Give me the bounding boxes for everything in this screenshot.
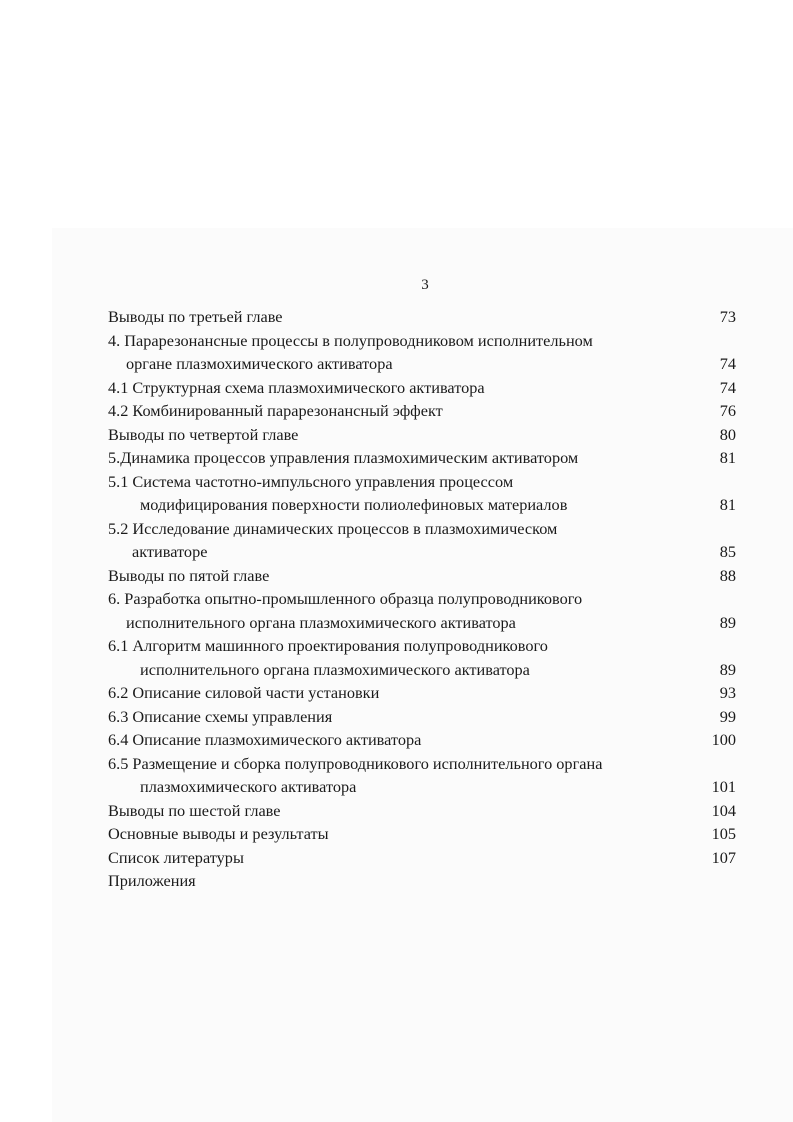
toc-entry-section-4-2	[108, 399, 736, 423]
toc-entry-page: 81	[719, 448, 736, 467]
toc-entry-title-continued: исполнительного органа плазмохимического активатора	[140, 659, 530, 679]
toc-entry-title-continued: модифицирования поверхности полиолефиновых материалов	[140, 495, 568, 514]
toc-entry-page: 101	[711, 777, 736, 796]
toc-entry-title: 6.1 Алгоритм машинного проектирования полупроводникового	[108, 636, 548, 655]
toc-entry-page: 74	[719, 354, 736, 373]
toc-entry-title-continued: активаторе	[132, 542, 208, 561]
toc-entry-conclusions-ch4	[108, 423, 736, 447]
toc-entry-section-6-4	[108, 728, 736, 752]
toc-entry-page: 89	[719, 659, 736, 679]
toc-entry-page: 105	[711, 824, 736, 843]
toc-entry-title: 5.2 Исследование динамических процессов в плазмохимическом	[108, 518, 558, 538]
toc-entry-page: 99	[719, 706, 736, 726]
toc-entry-title: 6.5 Размещение и сборка полупроводникового исполнительного органа	[108, 753, 603, 773]
toc-entry-title-continued: исполнительного органа плазмохимического активатора	[126, 612, 516, 632]
toc-entry-title-continued: органе плазмохимического активатора	[126, 354, 393, 373]
toc-entry-page: 85	[719, 542, 736, 561]
toc-entry-section-6-3	[108, 705, 736, 729]
toc-entry-main-conclusions	[108, 822, 736, 846]
toc-entry-title: 6.3 Описание схемы управления	[108, 706, 333, 726]
toc-entry-page: 81	[719, 495, 736, 514]
toc-entry-title: 6.4 Описание плазмохимического активатора	[108, 730, 422, 749]
toc-entry-title: Список литературы	[108, 847, 244, 867]
toc-entry-page: 76	[719, 401, 736, 420]
toc-entry-page: 89	[719, 612, 736, 632]
toc-entry-title: Выводы по третьей главе	[108, 307, 283, 326]
toc-entry-title: 6.2 Описание силовой части установки	[108, 683, 380, 702]
toc-entry-title: Приложения	[108, 871, 196, 890]
toc-entry-title: Выводы по четвертой главе	[108, 424, 299, 444]
toc-entry-section-6-1	[108, 634, 736, 681]
toc-entry-title: 6. Разработка опытно-промышленного образца полупроводникового	[108, 589, 583, 608]
toc-entry-page: 74	[719, 377, 736, 397]
toc-entry-section-4-1	[108, 376, 736, 400]
toc-entry-page: 104	[711, 800, 736, 820]
toc-entry-title: Основные выводы и результаты	[108, 824, 329, 843]
toc-entry-page: 107	[711, 847, 736, 867]
toc-entry-section-6-2	[108, 681, 736, 705]
toc-entry-chapter-4	[108, 329, 736, 376]
toc-entry-title: 4.2 Комбинированный парарезонансный эффект	[108, 401, 443, 420]
page-number: 3	[421, 277, 429, 293]
table-of-contents	[108, 305, 736, 893]
toc-entry-section-5-1	[108, 470, 736, 517]
toc-entry-page: 88	[719, 565, 736, 585]
toc-entry-page: 80	[719, 424, 736, 444]
toc-entry-chapter-6	[108, 587, 736, 634]
toc-entry-section-5-2	[108, 517, 736, 564]
toc-entry-page: 100	[711, 730, 736, 749]
toc-entry-section-6-5	[108, 752, 736, 799]
toc-entry-conclusions-ch3	[108, 305, 736, 329]
toc-entry-title-continued: плазмохимического активатора	[140, 777, 357, 796]
toc-entry-title: 4. Парарезонансные процессы в полупроводниковом исполнительном	[108, 330, 593, 350]
toc-entry-page: 93	[719, 683, 736, 702]
toc-entry-title: 5.1 Система частотно-импульсного управления процессом	[108, 471, 514, 491]
toc-entry-chapter-5	[108, 446, 736, 470]
toc-entry-conclusions-ch6	[108, 799, 736, 823]
toc-entry-references	[108, 846, 736, 870]
toc-entry-title: 5.Динамика процессов управления плазмохимическим активатором	[108, 448, 579, 467]
toc-entry-conclusions-ch5	[108, 564, 736, 588]
toc-entry-title: Выводы по пятой главе	[108, 565, 270, 585]
toc-entry-title: Выводы по шестой главе	[108, 800, 281, 820]
toc-entry-page: 73	[719, 307, 736, 326]
toc-entry-appendices	[108, 869, 736, 893]
toc-entry-title: 4.1 Структурная схема плазмохимического активатора	[108, 377, 485, 397]
